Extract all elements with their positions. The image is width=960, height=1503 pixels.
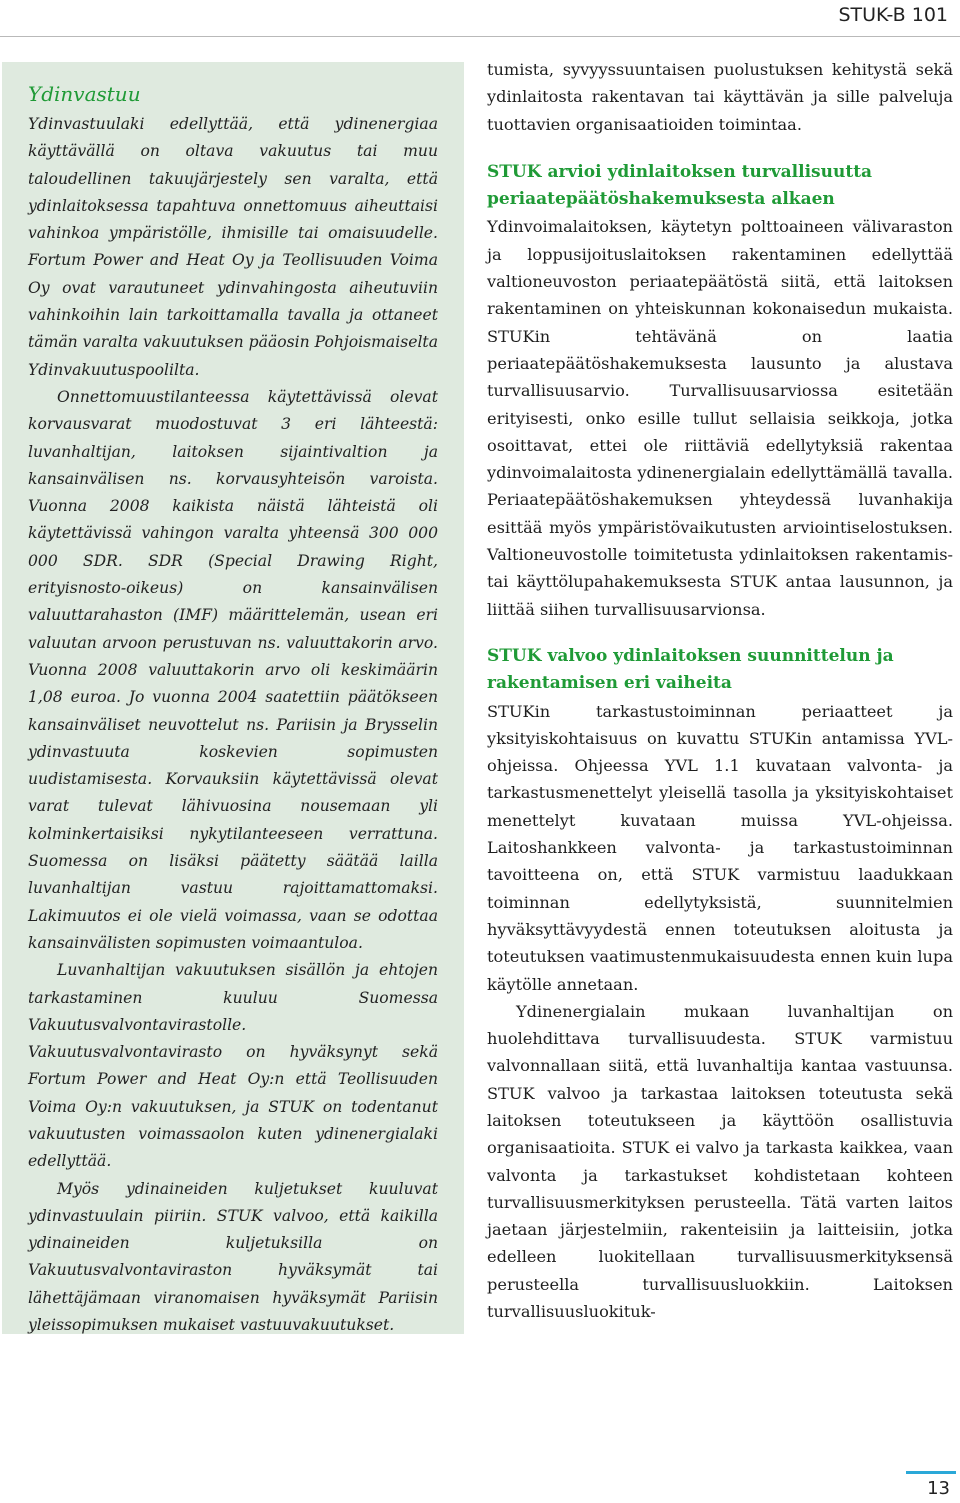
- section-heading-safety-assessment: STUK arvioi ydinlaitoksen turvallisuutta periaatepäätöshakemuksesta alkaen: [487, 161, 873, 210]
- continued-paragraph: tumista, syvyyssuuntaisen puolustuksen kehitystä sekä ydinlaitosta rakentavan tai käyttävän ja sille palveluja tuottavien organisaatioiden toimintaa.: [487, 60, 953, 134]
- body-paragraph: STUKin tarkastustoiminnan periaatteet ja yksityiskohtaisuus on kuvattu STUKin antamissa YVL-ohjeissa. Ohjeessa YVL 1.1 kuvataan valvonta- ja tarkastusmenettelyt yleisellä tasolla ja yksityiskohtaiset menettelyt kuvataan muissa YVL-ohjeissa. Laitoshankkeen valvonta- ja tarkastustoiminnan tavoitteena on, että STUK varmistuu laadukkaan toiminnan edellytyksistä, suunnitelmien hyväksyttävyydestä ennen toteutuksen aloitusta ja toteutuksen vaatimustenmukaisuudesta ennen kuin lupa käytölle annetaan.: [487, 701, 953, 994]
- main-text-column: [487, 56, 953, 1325]
- info-box-paragraph: Ydinvastuulaki edellyttää, että ydinenergiaa käyttävällä on oltava vakuutus tai muu taloudellinen takuujärjestely sen varalta, että ydinlaitoksessa tapahtuva onnettomuus aiheuttaisi vahinkoa ympäristölle, ihmisille tai omaisuudelle. Fortum Power and Heat Oy ja Teollisuuden Voima Oy ovat varautuneet ydinvahingosta aiheutuviin vahinkoihin lain tarkoittamalla tavalla ja ottaneet tämän varalta vakuutuksen pääosin Pohjoismaiselta Ydinvakuutuspoolilta.: [28, 115, 438, 379]
- section-spacer: [487, 623, 953, 643]
- info-box-paragraph: Onnettomuustilanteessa käytettävissä olevat korvausvarat muodostuvat 3 eri lähteestä: luvanhaltijan, laitoksen sijaintivaltion ja kansainvälisen ns. korvausyhteisön varoista. Vuonna 2008 kaikista näistä lähteistä oli käytettävissä vahingon varalta yhteensä 300 000 000 SDR. SDR (Special Drawing Right, erityisnosto-oikeus) on kansainvälisen valuuttarahaston (IMF) määrittelemän, usean eri valuutan arvoon perustuvan ns. valuuttakorin arvo. Vuonna 2008 valuuttakorin arvo oli keskimäärin 1,08 euroa. Jo vuonna 2004 saatettiin päätökseen kansainväliset neuvottelut ns. Pariisin ja Brysselin ydinvastuuta koskevien sopimusten uudistamisesta. Korvauksiin käytettävissä olevat varat tulevat lähivuosina nousemaan yli kolminkertaisiksi nykytilanteeseen verrattuna. Suomessa on lisäksi päätetty säätää lailla luvanhaltijan vastuu rajoittamattomaksi. Lakimuutos ei ole vielä voimassa, vaan se odottaa kansainvälisten sopimusten voimaantuloa.: [28, 387, 438, 952]
- report-series-label: STUK-B 101: [838, 4, 948, 26]
- body-paragraph: Ydinenergialain mukaan luvanhaltijan on huolehdittava turvallisuudesta. STUK varmistuu valvonnallaan siitä, että luvanhaltija kantaa vastuunsa. STUK valvoo ja tarkastaa laitoksen toteutusta sekä laitoksen toteutukseen ja käyttöön osallistuvia organisaatioita. STUK ei valvo ja tarkasta kaikkea, vaan valvonta ja tarkastukset kohdistetaan kohteen turvallisuusmerkityksen perusteella. Tätä varten laitos jaetaan järjestelmiin, rakenteisiin ja laitteisiin, jotka edelleen luokitellaan turvallisuusmerkityksensä perusteella turvallisuusluokkiin. Laitoksen turvallisuusluokituk-: [487, 1001, 953, 1322]
- section-spacer: [487, 138, 953, 159]
- info-box-paragraph: Luvanhaltijan vakuutuksen sisällön ja ehtojen tarkastaminen kuuluu Suomessa Vakuutusvalvontavirastolle. Vakuutusvalvontavirasto on hyväksynyt sekä Fortum Power and Heat Oy:n että Teollisuuden Voima Oy:n vakuutuksen, ja STUK on todentanut vakuutusten voimassaolon kuten ydinenergialaki edellyttää.: [28, 961, 438, 1171]
- info-box-paragraph: Myös ydinaineiden kuljetukset kuuluvat ydinvastuulain piiriin. STUK valvoo, että kaikilla ydinaineiden kuljetuksilla on Vakuutusvalvontaviraston hyväksymät tai lähettäjämaan viranomaisen hyväksymät Pariisin yleissopimuksen mukaiset vastuuvakuutukset.: [28, 1179, 438, 1335]
- info-box-nuclear-liability: [2, 62, 464, 1334]
- header-rule: [0, 36, 960, 37]
- page-number-accent: [906, 1471, 956, 1474]
- section-heading-supervision: STUK valvoo ydinlaitoksen suunnittelun ja rakentamisen eri vaiheita: [487, 645, 894, 694]
- info-box-title: Ydinvastuu: [28, 82, 141, 106]
- body-paragraph: Ydinvoimalaitoksen, käytetyn polttoaineen välivaraston ja loppusijoituslaitoksen rakentaminen edellyttää valtioneuvoston periaatepäätöstä siitä, että laitoksen rakentaminen on yhteiskunnan kokonaisedun mukaista. STUKin tehtävänä on laatia periaatepäätöshakemuksesta lausunto ja alustava turvallisuusarvio. Turvallisuusarviossa esitetään erityisesti, onko esille tullut sellaisia seikkoja, jotka osoittavat, ettei ole riittäviä edellytyksiä rakentaa ydinvoimalaitosta ydinenergialain edellyttämällä tavalla. Periaatepäätöshakemuksen yhteydessä luvanhakija esittää myös ympäristövaikutusten arviointiselostuksen. Valtioneuvostolle toimitetusta ydinlaitoksen rakentamis- tai käyttölupahakemuksesta STUK antaa lausunnon, ja liittää siihen turvallisuusarvionsa.: [487, 217, 953, 619]
- page-number: 13: [927, 1478, 950, 1499]
